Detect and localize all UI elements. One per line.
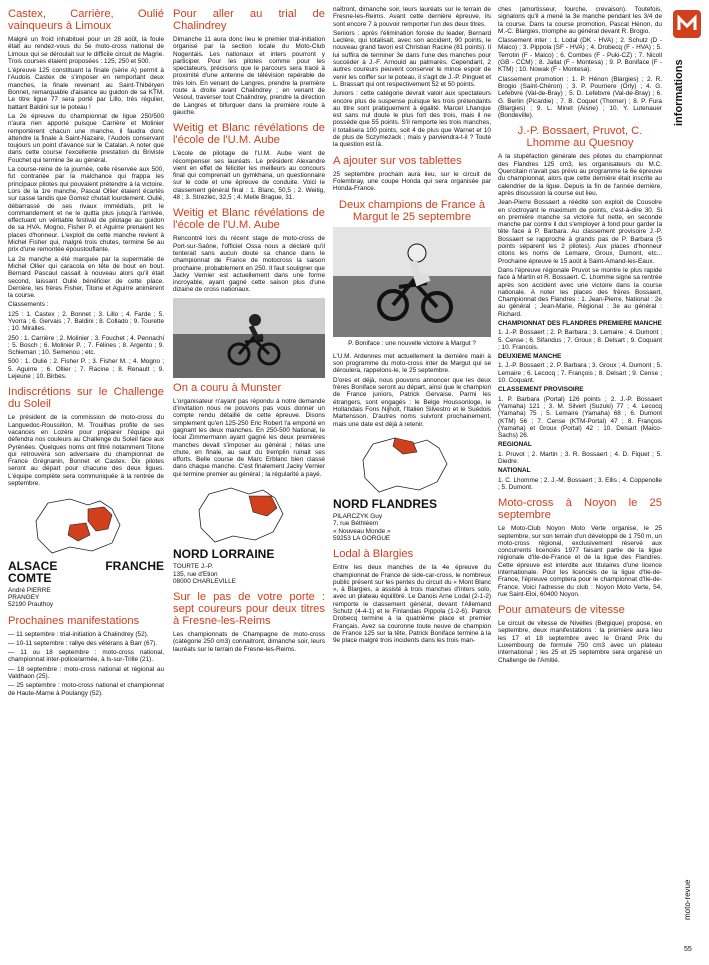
headline-castex: Castex, Carrière, Oulié vainqueurs à Limoux (8, 8, 164, 32)
article-paragraph: Les championnats de Champagne de moto-cross (catégorie 250 cm3) connaitront, dimanche soir, leurs lauréats sur le terrain de Fresne-les-Reims. (173, 631, 325, 653)
article-paragraph: Malgré un froid inhabituel pour un 28 août, la foule était au rendez-vous du 5e moto-cross national de Limoux qui se déroulait sur le difficile circuit de Magrie. Trois courses étaient proposées : 125, 250 et 500. (8, 36, 164, 65)
results-national: 1. C. Lhomme ; 2. J.-M. Bossaert ; 3. Ellis ; 4. Coppenolle ; 5. Dumont. (498, 476, 662, 491)
article-paragraph: Juniors : cette catégorie devrait valoir aux spectateurs encore plus de suspense puisque les trois prétendants au titre sont pratiquement à égalité. Marcel Lhanque est sans nul doute le plus fort des trois, mais il ne possède que 55 points. S'il remporte les trois manches, il totalisera 100 points, soit 4 de plus que Warnet et 10 de plus de Sczymezack ; mais y parviendra-t-il ? Toute la question est là. (333, 90, 491, 149)
results-regional: 1. Pruvot ; 2. Martin ; 3. R. Bossaert ; 4. D. Fiquet ; 5. Diedre. (498, 450, 662, 466)
photo-rider (173, 298, 325, 378)
column-3 (333, 6, 491, 647)
region-block-nord-lorraine (173, 484, 325, 585)
article-paragraph: Entre les deux manches de la 4e épreuve du championnat de France de side-car-cross, le nombreux public présent sur les pentes du circuit du « Mont Blanc », à Blargies, a assisté à trois manches d'inters solo, avec un plateau équilibré. Le Danois Arne Lodal (2-1-2) remporte le classement général, devant l'Allemand Schutz (4-4-1) et le Finlandais Pippola (1-2-6). Patrick Drobecq termine à la quatrième place et premier Français. Avez sa couronne toute neuve de champion de France 125 sur la tête, Patrick Boniface termine à la 9e place malgré trois incidents dans les trois man- (333, 564, 491, 645)
headline-prochaines: Prochaines manifestations (8, 614, 140, 627)
article-paragraph: L'école de pilotage de l'U.M. Aube vient de récompenser ses lauréats. Le président Alexandre vient en effet de féliciter les meilleurs au concours final qui comprenait un gymkhana, un questionnaire sur le code et une épreuve de conduite. Voici le classement général final : 1. Blanc, 50,5 ; 2. Weitig, 48 ; 3. Strezlec, 32,5 ; 4. Melle Brague, 31. (173, 150, 325, 202)
event-item: — 18 septembre : moto-cross national et régional au Valdhaon (25). (8, 665, 164, 680)
headline-deux-champions: Deux champions de France à Margut le 25 septembre (338, 198, 486, 223)
event-item: — 25 septembre : moto-cross national et championnat de Haute-Marne à Poulangy (52). (8, 682, 164, 697)
region-place: « Nouveau Monde » (333, 527, 391, 535)
article-paragraph: La course-reine de la journée, celle réservée aux 500, fut contrariée par la malchance qui frappa les principaux pilotes qui pouvaient prétendre à la victoire. Lors de la 1re manche, Pascal Ollier étaient écartés sur casse tandis que Gomez chutait lourdement. Oulié, débarrassé de ses rivaux immédiats, prit le commandement et ne le quitta plus jusqu'à l'arrivée, effectuant un véritable festival de pilotage au guidon de sa HVA. Mogno, Fisher P. et Aguirre prenaient les places d'honneur. L'exploit de cette manche revient à Michel Fisher qui, malgré trois chutes, termine 5e au prix d'une remontée époustouflante. (8, 166, 164, 254)
motorcycle-silhouette (333, 227, 491, 337)
article-paragraph: Le circuit de vitesse de Nivelles (Belgique) propose, en septembre, deux manifestations : la première aura lieu les 17 et 18 septembre avec le Grand Prix du Luxembourg de formule 750 cm3 avec un plateau international ; les 25 et 25 septembre sera organisé un Challenge de l'Amitié. (498, 620, 662, 664)
headline-porte: Sur le pas de votre porte : sept coureurs pour deux titres à Fresne-les-Reims (173, 591, 325, 628)
column-2 (173, 6, 325, 655)
results-250: 250 : 1. Carrière ; 2. Molinier ; 3. Fouchet ; 4. Pennachi ; 5. Bosch ; 6. Molinier P. ; 7. Félines ; 8. Argento ; 9. Schieman ; 10. Semenou ; etc. (8, 334, 164, 357)
headline-indiscretions: Indiscrétions sur le Challenge du Soleil (8, 386, 164, 411)
subheading: DEUXIEME MANCHE (498, 353, 562, 361)
article-paragraph: Rencontré lors du récent stage de moto-cross de Port-sur-Saône, l'officiel Ossa nous a déclaré qu'il tenterait sans aucun doute sa chance dans le championnat de France de motocross la saison prochaine, probablement en 250. Il faut souligner que Jacky Vernier est actuellement dans une forme incroyable, ayant gagné cette saison plus d'une dizaine de cross nationaux. (173, 235, 325, 294)
region-map-icon (8, 495, 164, 557)
article-paragraph: naîtront, dimanche soir, leurs lauréats sur le terrain de Fresne-les-Reims. Avant cette dernière épreuve, ils sont encore 7 à pouvoir remporter l'un des deux titres. (333, 6, 491, 28)
results-manche-2: 1. J.-P. Bossaert ; 2. P. Barbara ; 3. Groux ; 4. Dumont ; 5. Lemaire ; 6. Lecocq ; 7. François ; 8. Delsart ; 9. Cense ; 10. Coquant. (498, 362, 662, 385)
photo-boniface (333, 227, 491, 337)
region-title: NORD FLANDRES (333, 497, 437, 512)
region-block-alsace (8, 495, 164, 608)
region-block-nord-flandres (333, 434, 491, 542)
section-logo-icon (671, 8, 703, 40)
results-promotion: Classement promotion : 1. P. Hénon (Blargies) ; 2. R. Brogio (Saint-Chéron) ; 3. P. Pourriere (Orly) ; 4. G. Lefebvre (Val-de-Bray) ; 5. D. Lefebvre (Val-de-Bray) ; 6. G. Berlin (Picardie) ; 7. B. Coquet (Thomer) ; 8. P. Fura (Blargies) ; 9. L. Minet (Aisne) ; 10. Y. Lutenauer (Bondeville). (498, 75, 662, 120)
classements-title: Classements : (8, 301, 49, 309)
event-item: — 11 septembre : trial-initiation à Chalindrey (52). (8, 630, 149, 638)
subheading: CLASSEMENT PROVISOIRE (498, 386, 584, 394)
region-street: 135, rue d'Etion (173, 570, 218, 578)
headline-weitig-2: Weitig et Blanc révélations de l'école de l'U.M. Aube (173, 207, 325, 232)
article-paragraph: La 2e épreuve du championnat de ligue 250/500 n'aura rien apporté puisque Carrière et Molinier remportèrent chacun une manche, il faudra donc attendre la finale à Saint-Nazaire, l'Audois conservant toujours un point d'avance sur le Catalan. A noter que dans cette course l'excellente prestation du Briviste Fouchet qui termine 3e au général. (8, 112, 164, 164)
article-paragraph: La 2e manche a été marquée par la supermatie de Michel Ollier qui caracola en tête de bout en bout. Bernard Pascaul cassait à nouveau alors qu'il était second, laissant Oulié bénéficier de cette place. Derrière, les frères Fisher, Titone et Aguirre animèrent la course. (8, 255, 164, 300)
region-map-icon (173, 484, 325, 546)
column-4 (498, 6, 662, 666)
headline-trial: Pour aller au trial de Chalindrey (173, 8, 325, 32)
region-correspondent: TOURTE J.-P. (173, 563, 214, 571)
region-postal: 59253 LA GORGUE (333, 534, 391, 542)
headline-weitig-1: Weitig et Blanc révélations de l'école de l'U.M. Aube (173, 122, 325, 147)
subheading: REGIONAL (498, 441, 532, 449)
article-paragraph: Seniors : après l'élimination forcée du leader, Bernard Leclère, qui totalisait, avec son accident, 90 points, le nouveau grand favori est Christian Racine (81 points). Il lui suffira de terminer 3e dans l'une des manches pour succéder à J.-F. Arnould au palmarès. Cependant, 2 autres coureurs peuvent conserver le mince espoir de venir les coiffer sur le poteau, il s'agit de J.-P. Pinguet et L. Brassart qui ont respectivement 52 et 50 points. (333, 29, 491, 88)
photo-caption: P. Boniface : une nouvelle victoire à Margut ? (348, 339, 476, 347)
side-tab (671, 8, 703, 127)
article-paragraph: A la stupéfaction générale des pilotes du championnat des Flandres 125 cm3, les organisateurs du M.C. Quercitain n'avait pas prévu au programme la 6e épreuve du championnat, alors que cette dernière était inscrite au calendrier de la ligue. Depuis la fin de l'année dernière, après discussion la course eut lieu. (498, 153, 662, 197)
column-1 (8, 6, 164, 699)
results-500: 500 : 1. Oulié ; 2. Fisher P. ; 3. Fisher M. ; 4. Mogno ; 5. Aguirre ; 6. Ollier ; 7. Racine ; 8. Renault ; 9. Lejeune ; 10. Birbes. (8, 358, 164, 381)
headline-lodal: Lodal à Blargies (333, 548, 414, 561)
headline-munster: On a couru à Munster (173, 381, 282, 394)
region-map-icon (333, 434, 491, 496)
region-postal: 08000 CHARLEVILLE (173, 577, 236, 585)
results-manche-1: 1. J.-P. Bossaert ; 2. P. Barbara ; 3. Lemaire ; 4. Dumont ; 5. Cense ; 6. Sifandus ; 7. Groux ; 8. Delsart ; 9. Coquant ; 10. Francois. (498, 329, 662, 351)
region-town: PRANGEY (8, 593, 40, 601)
motorcycle-silhouette (173, 298, 325, 378)
headline-noyon: Moto-cross à Noyon le 25 septembre (498, 497, 662, 522)
article-paragraph: Jean-Pierre Bossaert a réédité son exploit de Cousolre en s'octroyant le maximum de points, c'est-à-dire 30. Si en première manche sa victoire fut nette, en seconde manche par contre il dut s'employer à fond pour garder la tête face à P. Barbara. Au classement provisoire J.-P. Bossaert se rapproche à grands pas de P. Barbara (5 points séparent les 2 pilotes). Aux places d'honneur citons les noms de Lemaire, Groux, Dumont, etc... Prochaine épreuve le 15 août à Saint-Amand-les-Eaux. (498, 199, 662, 265)
subheading: CHAMPIONNAT DES FLANDRES PREMIERE MANCHE (498, 319, 662, 327)
event-item: — 10-11 septembre : rallye des vétérans à Barr (67). (8, 639, 158, 647)
article-paragraph: Le président de la commission de moto-cross du Languedoc-Roussillon, M. Trouilhas profite de ses vacances en Lozère pour préparer l'équipe qui défendra nos couleurs au Challenge du Soleil face aux Pyrénées. Quelques noms ont filtré notamment Titone qui retrouvera son adversaire du championnat de France Grégnanin, Bonnet et Castex. Dix pilotes seront au départ pour chacune des deux ligues. L'équipe complète sera communiquée à la rentrée de septembre. (8, 414, 164, 488)
results-inter: Classement inter : 1. Lodal (DK - HVA) ; 2. Schutz (D - Maico) ; 3. Pippola (SF - HVA) ; 4. Drobecq (F - HVA) ; 5. Terrotin (F - Maico) ; 6. Combes (F - Puki-CZ) ; 7. Nicoll (GB - CCM) ; 8. Jallat (F - Montesa) ; 9. P. Boniface (F - KTM) ; 10. Nowak (F - Montesa). (498, 37, 662, 74)
section-label: informations (673, 59, 685, 127)
region-correspondent: PILARCZYK Guy (333, 513, 383, 521)
headline-bossaert: J.-P. Bossaert, Pruvot, C. Lhomme au Quesnoy (517, 125, 643, 150)
page-number: 55 (684, 946, 692, 953)
headline-tablettes: A ajouter sur vos tablettes (333, 154, 462, 167)
results-125: 125 : 1. Castex ; 2. Bonnet ; 3. Lillo ; 4. Farde ; 5. Yvorra ; 6. Gervais ; 7. Baldini ; 8. Collado ; 9. Tourette ; 10. Miralles. (8, 310, 164, 333)
article-paragraph: Dans l'épreuve régionale Pruvot se montre le plus rapide face à Martin et R. Bossaert. C. Lhomme signe sa rentrée après son accident avec une victoire dans la course nationale. A noter les places des frères Bossaert, Championnat des Flandres : 1. Jean-Pierre, National : 2e au général ; Jean-Marie, Régional : 3e au général : Richard. (498, 266, 662, 318)
article-paragraph: ches (amortisseur, fourche, crevaison). Toutefois, signalons qu'il a mené la 3e manche pendant les 3/4 de la course. Dans la course promotion, Pascal Hénon, du M.-C. Blargies, triomphe au général devant R. Brogio. (498, 6, 662, 35)
region-street: 7, rue Béthléem (333, 520, 379, 528)
article-paragraph: L'organisateur n'ayant pas répondu à notre demande d'invitation nous ne pouvons pas vous donner un compte rendu détaillé de cette épreuve. Disons simplement qu'en 125-250 Eric Robert l'a emporté en gagnant les deux manches. En 250-500 National, le local Zimmermann ayant gagné les deux premières manches devait s'imposer au général ; hélas une chute, en finale, au saut du tremplin ruinait ses efforts. Belle course de Marc Erblanc bien classé dans chaque manche. C'est finalement Jacky Vernier qui termine premier au général ; la régularité a payé. (173, 397, 325, 478)
article-paragraph: L'épreuve 125 constituant la finale (série A) permit à l'Audois Castex de s'imposer en remportant deux manches, la finale revenant au Saint-Thibéryen Bonnet, remarquable d'aisance au guidon de sa KTM. Le titre ligue 77 sera porté par Lillo, très régulier, battant Baldini sur le poteau ! (8, 67, 164, 111)
subheading: NATIONAL (498, 467, 531, 475)
brand-strip (671, 840, 703, 920)
article-paragraph: 25 septembre prochain aura lieu, sur le circuit de Folembray, une coupe Honda qui sera organisée par Honda-France. (333, 170, 491, 193)
brand-label: moto-revue (683, 879, 692, 920)
article-paragraph: D'ores et déjà, nous pouvons annoncer que les deux frères Boniface seront au départ, ainsi que le champion de France juniors, Patrick Gervaise. Parmi les étrangers, sont engagés : le Belge Houssonloge, le Hollandais Fons Nijholt, l'Italien Silvestro et le Suédois Martensson. D'autres noms suivront prochainement, mais une date est déjà à retenir. (333, 376, 491, 428)
region-postal: 52190 Prauthoy (8, 601, 54, 609)
region-title: ALSACE FRANCHE COMTE (8, 558, 164, 585)
article-paragraph: Le Moto-Club Noyon Moto Verte organise, le 25 septembre, sur son terrain d'un développé de 1 750 m, un moto-cross régional, exclusivement réservé aux concurrents licenciés 1977 faisant partie de la ligue régionale d'Ile-de-France et de la ligue des Flandres. Cette épreuve est interdite aux titulaires d'une licence internationale. Pour les licenciés de la ligue d'Ile-de-France, l'épreuve comptera pour le championnat d'Ile-de-France. Voici l'adresse du club : Noyon Moto Verte, 54, rue Saint-Eloi, 60400 Noyon. (498, 525, 662, 598)
region-title: NORD LORRAINE (173, 547, 275, 562)
headline-amateurs: Pour amateurs de vitesse (498, 604, 625, 617)
article-paragraph: Dimanche 11 aura donc lieu le premier trial-initiation organisé par la section locale du Moto-Club Nogentais. Les nationaux et inters pourront y participer. Pour les pilotes comme pour les spectateurs, précisons que le parcours sera tracé à proximité d'une antenne de télévision repérable de très loin. En venant de Langres, prendre la première route à droite avant Chalindrey ; en venant de Vesoul, traverser tout Chalindrey, prendre la direction de Langres et bifurquer dans la première route à gauche. (173, 36, 325, 116)
results-provisoire: 1. P. Barbara (Portal) 126 points ; 2. J.-P. Bossaert (Yamaha) 121 ; 3. M. Silvert (Suzuki) 77 ; 4. Lecocq (Yamaha) 75 ; 5. Lemaire (Yamaha) 68 ; 6. Dumont (KTM) 56 ; 7. Cense (KTM-Portal) 47 ; 8. François (Yamaha) et Groux (Portal) 42 ; 10. Delsart (Maico-Sachs) 26. (498, 395, 662, 440)
article-paragraph: L'U.M. Ardennes met actuellement la dernière main à son programme du moto-cross inter de Margut qui se déroulera, rappelons-le, le 25 septembre. (333, 352, 491, 375)
event-item: — 11 ou 18 septembre : moto-cross national, championnat inter-police/armée, à Is-sur-Trille (21). (8, 649, 164, 664)
region-correspondent: André PIERRE (8, 586, 51, 594)
